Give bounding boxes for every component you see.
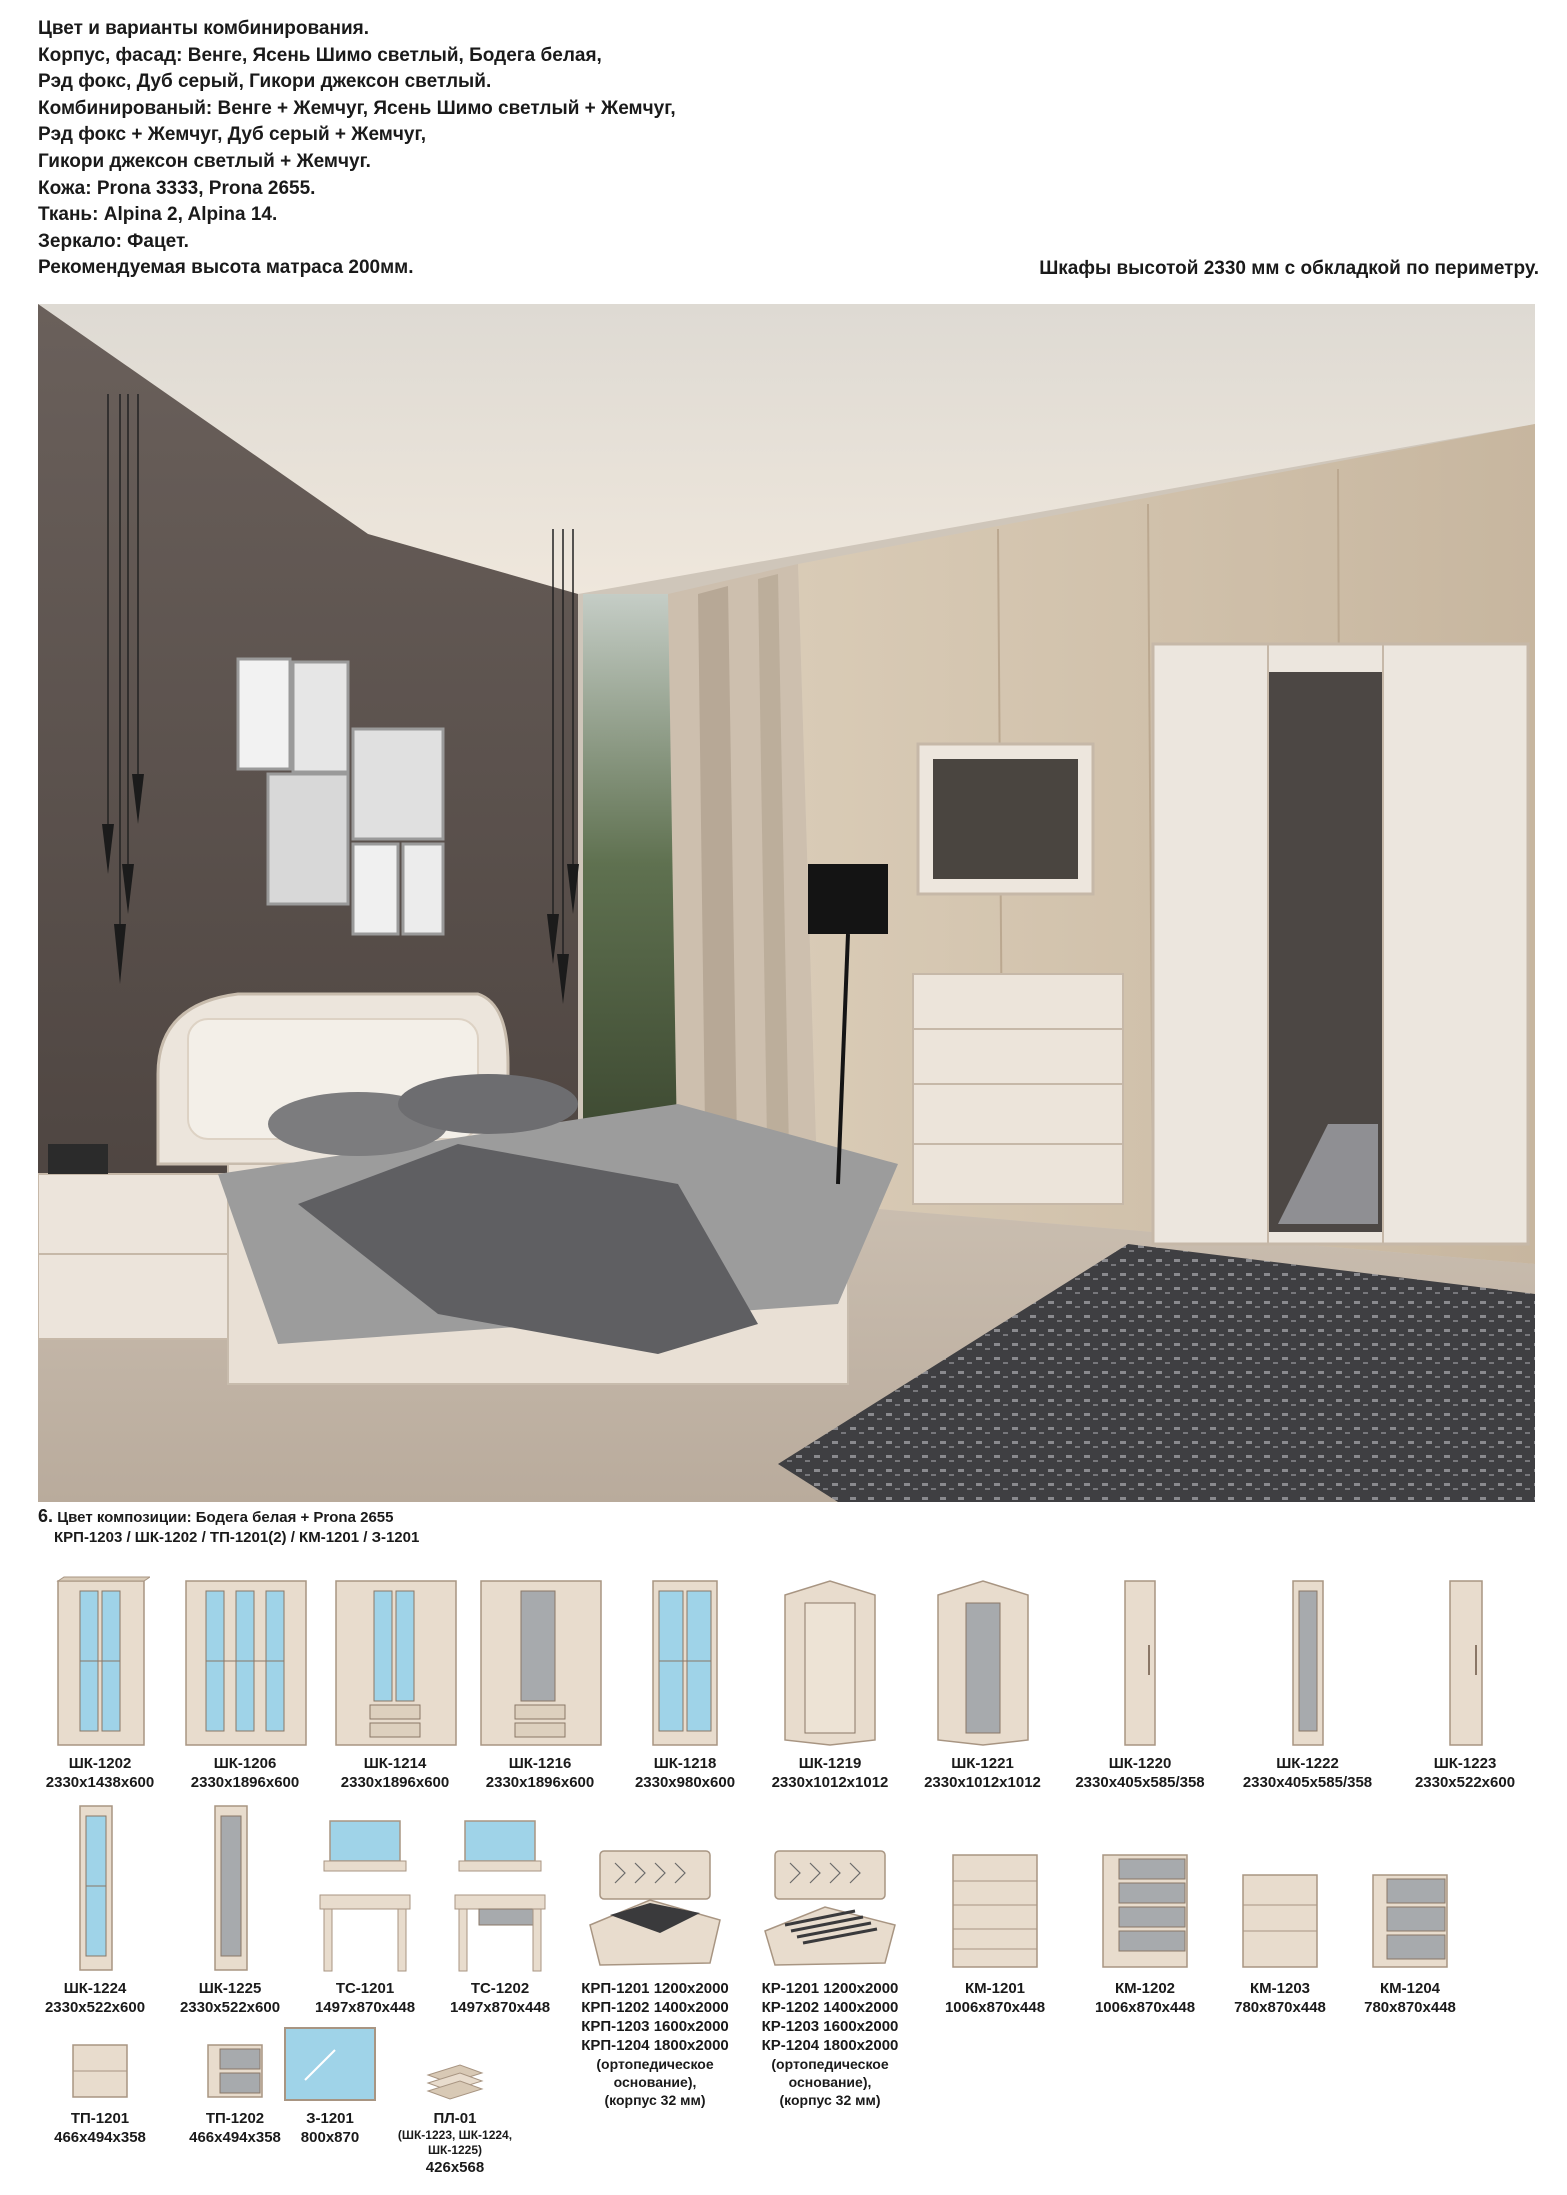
product-km-1202 (1075, 1845, 1215, 2017)
product-name: ШК-1220 (1108, 1755, 1172, 1772)
dressing-table-grey-icon (445, 1815, 555, 1975)
product-name: ШК-1221 (951, 1755, 1014, 1772)
bed-icon (755, 1845, 905, 1975)
composition-color: Цвет композиции: Бодега белая + Prona 2655 (57, 1509, 394, 1526)
mirror-icon (275, 2020, 385, 2105)
pencil-case-glass-icon (70, 1800, 120, 1975)
bed-note: основание), (613, 2074, 697, 2090)
product-dims: 2330x1896x600 (485, 1774, 595, 1791)
header-line: Гикори джексон светлый + Жемчуг. (38, 150, 371, 172)
product-dims: 780x870x448 (1234, 1999, 1326, 2016)
bed-line: КР-1203 1600x2000 (761, 2018, 899, 2035)
bed-line: КР-1202 1400x2000 (761, 1999, 899, 2016)
product-shk-1221 (905, 1575, 1060, 1792)
product-shk-1219 (755, 1575, 905, 1792)
product-name: ШК-1214 (363, 1755, 427, 1772)
wardrobe-3-glass-icon (180, 1575, 310, 1750)
product-shk-1223 (1400, 1575, 1530, 1792)
header-line: Зеркало: Фацет. (38, 230, 189, 252)
narrow-wardrobe-icon (1115, 1575, 1165, 1750)
header-line: Комбинированый: Венге + Жемчуг, Ясень Шимо светлый + Жемчуг, (38, 97, 676, 119)
header-line: Рэд фокс + Жемчуг, Дуб серый + Жемчуг, (38, 124, 426, 146)
bed-line: КР-1201 1200x2000 (761, 1980, 899, 1997)
bed-note: (корпус 32 мм) (604, 2092, 706, 2108)
product-dims: 800x870 (300, 2129, 360, 2146)
product-shk-1220 (1060, 1575, 1220, 1792)
bed-lift-icon (580, 1845, 730, 1975)
product-ts-1202 (435, 1815, 565, 2017)
wardrobe-2-door-glass-icon (645, 1575, 725, 1750)
product-shk-1222 (1225, 1575, 1390, 1792)
small-chest-grey-icon (1365, 1865, 1455, 1975)
product-dims: 2330x1438x600 (45, 1774, 155, 1791)
dressing-table-icon (310, 1815, 420, 1975)
bed-note: (корпус 32 мм) (779, 2092, 881, 2108)
product-dims: 2330x1896x600 (190, 1774, 300, 1791)
product-dims: 2330x405x585/358 (1075, 1774, 1205, 1791)
product-dims: 426x568 (425, 2159, 485, 2176)
product-km-1204 (1345, 1865, 1475, 2017)
product-z-1201 (270, 2020, 390, 2147)
bed-line: КРП-1202 1400x2000 (581, 1999, 729, 2016)
product-shk-1218 (615, 1575, 755, 1792)
header-line: Ткань: Alpina 2, Alpina 14. (38, 204, 278, 226)
shelf-set-icon (420, 2055, 490, 2105)
product-name: ШК-1222 (1276, 1755, 1339, 1772)
chest-of-drawers-grey-icon (1095, 1845, 1195, 1975)
product-dims: 2330x522x600 (1414, 1774, 1516, 1791)
product-name: ШК-1216 (508, 1755, 572, 1772)
product-shk-1225 (165, 1800, 295, 2017)
product-name: КМ-1204 (1379, 1980, 1440, 1997)
product-name: ТП-1201 (70, 2110, 130, 2127)
wardrobe-2-glass-icon (50, 1575, 150, 1750)
shelf-compatibility: (ШК-1223, ШК-1224, (397, 2128, 513, 2142)
bed-line: КРП-1201 1200x2000 (581, 1980, 729, 1997)
pencil-case-mirror-icon (205, 1800, 255, 1975)
product-shk-1206 (170, 1575, 320, 1792)
product-name: ШК-1224 (63, 1980, 127, 1997)
product-name: КМ-1202 (1114, 1980, 1175, 1997)
product-tp-1201 (30, 2035, 170, 2147)
caption-line-1 (38, 1506, 419, 1528)
bed-line: КРП-1203 1600x2000 (581, 2018, 729, 2035)
product-name: ШК-1219 (798, 1755, 862, 1772)
product-dims: 466x494x358 (54, 2129, 146, 2146)
corner-wardrobe-mirror-icon (928, 1575, 1038, 1750)
product-dims: 1497x870x448 (449, 1999, 551, 2016)
product-name: ШК-1202 (68, 1755, 132, 1772)
wardrobe-height-note: Шкафы высотой 2330 мм с обкладкой по периметру. (1039, 258, 1539, 279)
product-name: КМ-1201 (964, 1980, 1025, 1997)
product-name: ТС-1201 (335, 1980, 395, 1997)
product-ts-1201 (300, 1815, 430, 2017)
header-line: Корпус, фасад: Венге, Ясень Шимо светлый, Бодега белая, (38, 44, 602, 66)
product-name: ШК-1223 (1433, 1755, 1497, 1772)
product-name: ТС-1202 (470, 1980, 530, 1997)
bedroom-photo (38, 304, 1535, 1502)
product-name: ПЛ-01 (433, 2110, 477, 2127)
product-dims: 2330x1896x600 (340, 1774, 450, 1791)
product-shk-1202 (30, 1575, 170, 1792)
pencil-case-icon (1440, 1575, 1490, 1750)
composition-articles: КРП-1203 / ШК-1202 / ТП-1201(2) / КМ-1201 / З-1201 (54, 1529, 420, 1546)
product-dims: 466x494x358 (189, 2129, 281, 2146)
bed-line: КРП-1204 1800x2000 (581, 2037, 729, 2054)
product-kr-beds (745, 1845, 915, 2109)
product-krp-beds (570, 1845, 740, 2109)
wardrobe-3-drawers-icon (330, 1575, 460, 1750)
bed-note: основание), (788, 2074, 872, 2090)
product-dims: 2330x1012x1012 (924, 1774, 1041, 1791)
narrow-wardrobe-mirror-icon (1283, 1575, 1333, 1750)
product-name: ТП-1202 (205, 2110, 265, 2127)
wardrobe-3-mirror-icon (475, 1575, 605, 1750)
product-shk-1214 (320, 1575, 470, 1792)
nightstand-icon (65, 2035, 135, 2105)
product-dims: 1497x870x448 (314, 1999, 416, 2016)
shelf-compatibility: ШК-1225) (427, 2143, 483, 2157)
product-dims: 1006x870x448 (1094, 1999, 1196, 2016)
product-dims: 2330x405x585/358 (1242, 1774, 1373, 1791)
header-line: Цвет и варианты комбинирования. (38, 18, 370, 39)
product-pl-01 (385, 2055, 525, 2177)
bed-note: (ортопедическое (596, 2056, 714, 2072)
product-name: КМ-1203 (1249, 1980, 1310, 1997)
composition-caption (38, 1506, 419, 1548)
product-dims: 2330x1012x1012 (771, 1774, 889, 1791)
product-dims: 2330x522x600 (44, 1999, 146, 2016)
product-dims: 2330x522x600 (179, 1999, 281, 2016)
product-shk-1224 (30, 1800, 160, 2017)
product-dims: 780x870x448 (1364, 1999, 1456, 2016)
header-line: Кожа: Prona 3333, Prona 2655. (38, 177, 316, 199)
corner-wardrobe-icon (775, 1575, 885, 1750)
bed-line: КР-1204 1800x2000 (761, 2037, 899, 2054)
product-km-1201 (925, 1845, 1065, 2017)
header-line: Рекомендуемая высота матраса 200мм. (38, 257, 414, 279)
product-name: ШК-1206 (213, 1755, 277, 1772)
nightstand-grey-icon (200, 2035, 270, 2105)
small-chest-icon (1235, 1865, 1325, 1975)
product-dims: 2330x980x600 (634, 1774, 736, 1791)
product-name: З-1201 (306, 2110, 354, 2127)
header-text (38, 16, 1538, 282)
product-dims: 1006x870x448 (944, 1999, 1046, 2016)
header-line: Рэд фокс, Дуб серый, Гикори джексон светлый. (38, 71, 492, 93)
composition-number: 6. (38, 1506, 54, 1526)
chest-of-drawers-icon (945, 1845, 1045, 1975)
bed-note: (ортопедическое (771, 2056, 889, 2072)
product-name: ШК-1225 (198, 1980, 262, 1997)
product-name: ШК-1218 (653, 1755, 717, 1772)
product-km-1203 (1215, 1865, 1345, 2017)
product-shk-1216 (465, 1575, 615, 1792)
